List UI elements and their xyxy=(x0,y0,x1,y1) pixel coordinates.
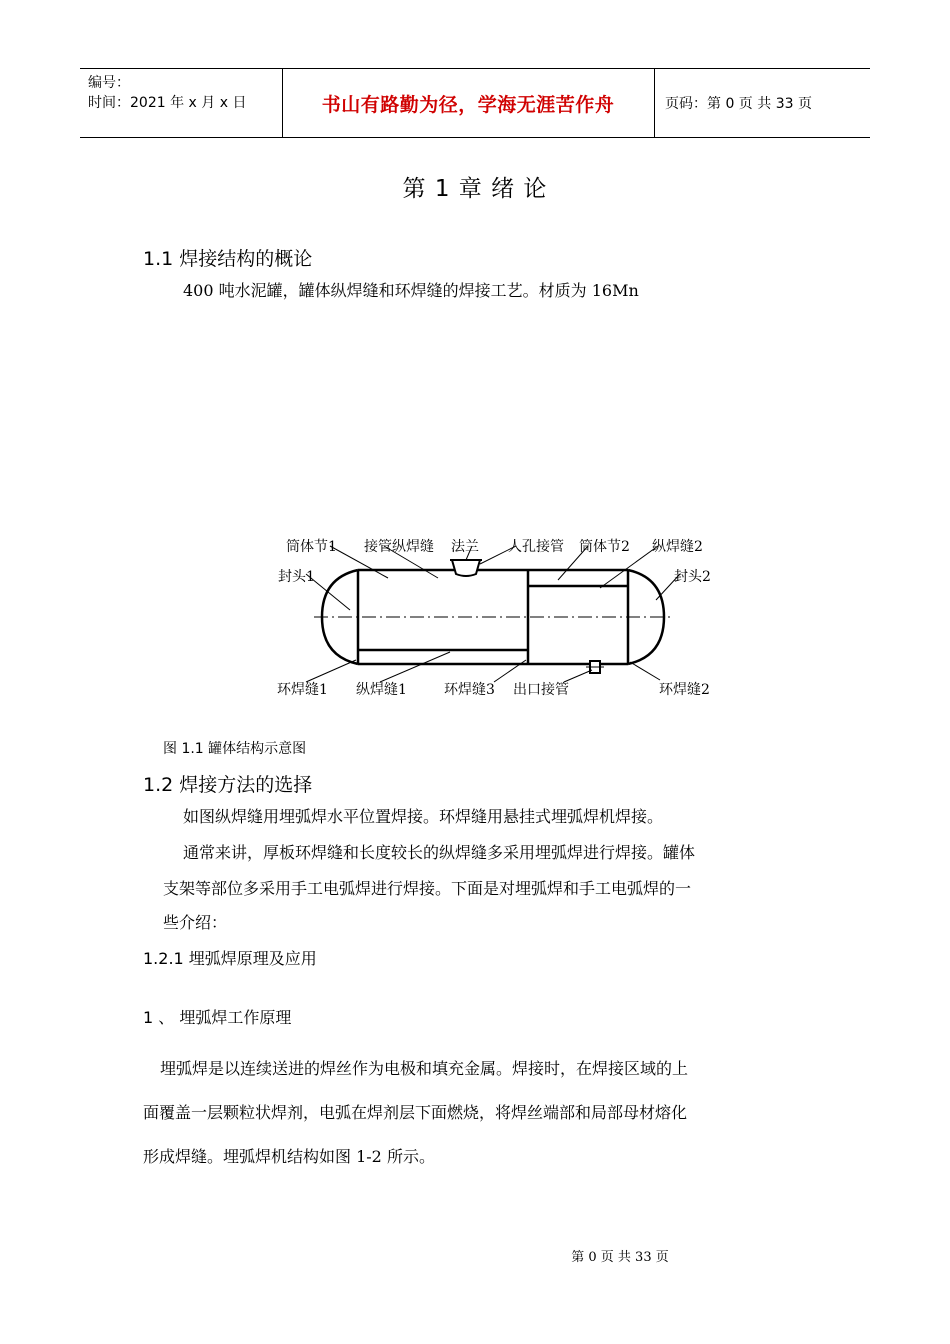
section-1-1-paragraph: 400 吨水泥罐，罐体纵焊缝和环焊缝的焊接工艺。材质为 16Mn xyxy=(183,281,639,300)
chapter-title: 第 1 章 绪 论 xyxy=(402,176,548,202)
section-heading-1-2: 1.2 焊接方法的选择 xyxy=(143,774,313,796)
subsection-line1: 埋弧焊是以连续送进的焊丝作为电极和填充金属。焊接时，在焊接区域的上 xyxy=(160,1059,689,1078)
subsection-heading-1: 1 、 埋弧焊工作原理 xyxy=(143,1008,292,1027)
label-zong2: 纵焊缝2 xyxy=(652,539,703,555)
header-divider xyxy=(654,69,655,137)
label-fengtou1: 封头1 xyxy=(278,569,315,585)
label-falan: 法兰 xyxy=(451,539,479,555)
section-1-2-para2-line2: 支架等部位多采用手工电弧焊进行焊接。下面是对埋弧焊和手工电弧焊的一 xyxy=(163,879,692,898)
section-heading-1-1: 1.1 焊接结构的概论 xyxy=(143,248,313,270)
document-header xyxy=(80,68,870,138)
section-heading-1-2-1: 1.2.1 埋弧焊原理及应用 xyxy=(143,949,317,968)
section-1-2-para2-line3: 些介绍： xyxy=(163,913,228,932)
header-left xyxy=(88,73,246,113)
subsection-line2: 面覆盖一层颗粒状焊剂，电弧在焊剂层下面燃烧，将焊丝端部和局部母材熔化 xyxy=(143,1103,688,1122)
time-label: 时间：2021 年 x 月 x 日 xyxy=(88,95,247,111)
section-1-2-para1: 如图纵焊缝用埋弧焊水平位置焊接。环焊缝用悬挂式埋弧焊机焊接。 xyxy=(183,807,664,826)
label-tongti1: 筒体节1 xyxy=(286,539,337,555)
figure-caption: 图 1.1 罐体结构示意图 xyxy=(163,741,307,757)
label-tongti2: 筒体节2 xyxy=(579,539,630,555)
header-motto: 书山有路勤为径，学海无涯苦作舟 xyxy=(321,93,615,116)
label-chukou: 出口接管 xyxy=(513,682,569,698)
label-huan2: 环焊缝2 xyxy=(659,682,710,698)
label-huan3: 环焊缝3 xyxy=(444,682,495,698)
label-jieguan: 接管纵焊缝 xyxy=(364,539,434,555)
section-1-2-para2-line1: 通常来讲，厚板环焊缝和长度较长的纵焊缝多采用埋弧焊进行焊接。罐体 xyxy=(183,843,696,862)
label-zong1: 纵焊缝1 xyxy=(356,682,407,698)
header-page-code: 页码：第 0 页 共 33 页 xyxy=(665,96,812,112)
number-label: 编号： xyxy=(88,75,130,91)
page-footer: 第 0 页 共 33 页 xyxy=(571,1250,669,1265)
label-renkong: 人孔接管 xyxy=(508,539,564,555)
label-fengtou2: 封头2 xyxy=(674,569,711,585)
subsection-line3: 形成焊缝。埋弧焊机结构如图 1-2 所示。 xyxy=(143,1147,435,1166)
label-huan1: 环焊缝1 xyxy=(277,682,328,698)
